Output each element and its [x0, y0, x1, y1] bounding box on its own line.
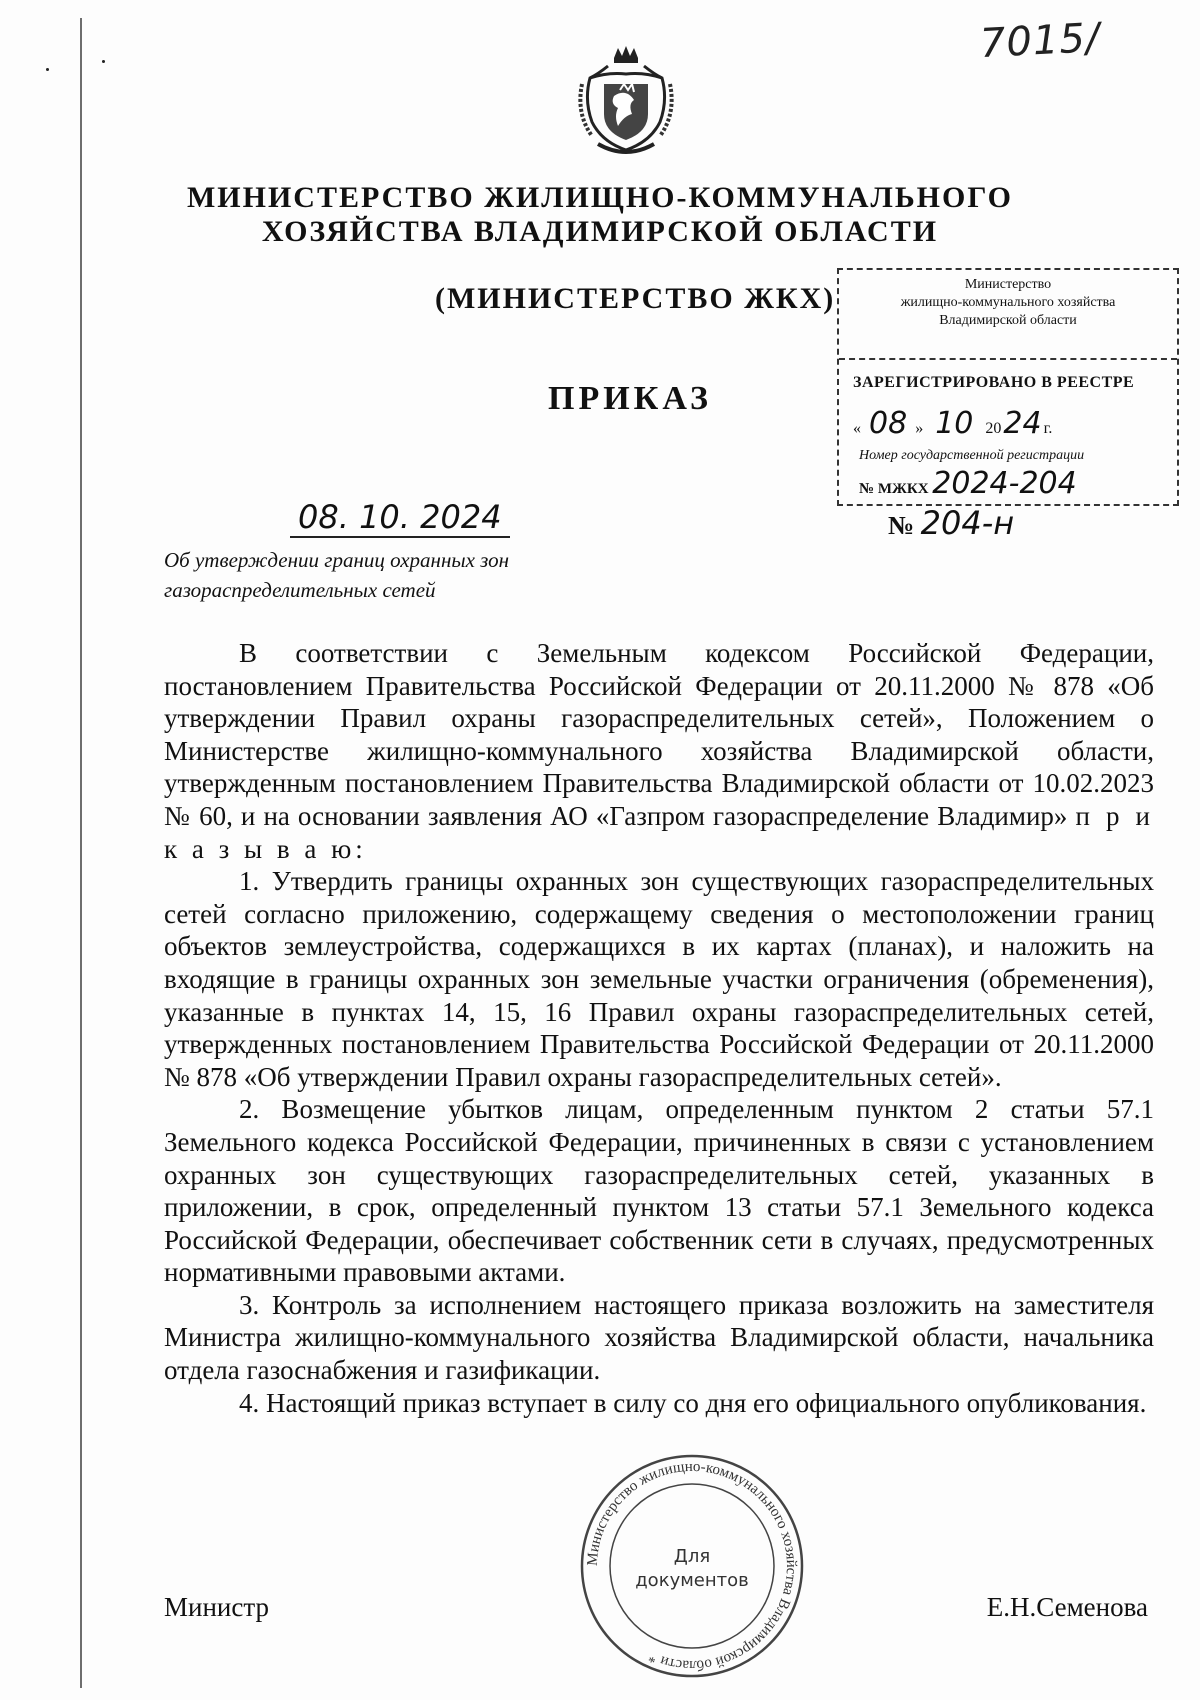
stamp-year-prefix: 20 [985, 420, 1002, 437]
order-subject [164, 545, 509, 605]
handwritten-id: 7015/ [978, 14, 1102, 68]
stamp-line2: жилищно-коммунального хозяйства [900, 295, 1116, 310]
scan-speck [46, 68, 49, 71]
registration-stamp [837, 268, 1179, 506]
item-4: 4. Настоящий приказ вступает в силу со дня его официального опубликования. [239, 1387, 1147, 1418]
item-3: 3. Контроль за исполнением настоящего приказа возложить на заместителя Министра жилищно-коммунального хозяйства Владимирской области, начальника отдела газоснабжения и газификации. [164, 1289, 1154, 1386]
stamp-line3: Владимирской области [939, 313, 1077, 328]
stamp-regno-label: Номер государственной регистрации [859, 448, 1085, 463]
subject-line2: газораспределительных сетей [164, 578, 436, 602]
stamp-month: 10 [935, 406, 974, 441]
item-1: 1. Утвердить границы охранных зон существующих газораспределительных сетей согласно приложению, содержащему сведения о местоположении границ объектов землеустройства, содержащихся в их картах (планах), и наложить на входящие в границы охранных зон земельные участки ограничения (обременения), указанные в пунктах 14, 15, 16 Правил охраны газораспределительных сетей, утвержденных постановлением Правительства Российской Федерации от 20.11.2000 № 878 «Об утверждении Правил охраны газораспределительных сетей». [164, 866, 1154, 1092]
stamp-regno-line [859, 466, 1077, 501]
stamp-ministry-name [839, 276, 1177, 330]
item-2: 2. Возмещение убытков лицам, определенным пунктом 2 статьи 57.1 Земельного кодекса Российской Федерации, причиненных в связи с установлением охранных зон существующих газораспределительных сетей, указанных в приложении, в срок, определенный пунктом 13 статьи 57.1 Земельного кодекса Российской Федерации, обеспечивает собственник сети в случаях, предусмотренных нормативными правовыми актами. [164, 1094, 1154, 1288]
stamp-line1: Министерство [964, 277, 1052, 292]
ministry-short-name: (МИНИСТЕРСТВО ЖКХ) [435, 282, 836, 315]
stamp-registered-label: ЗАРЕГИСТРИРОВАНО В РЕЕСТРЕ [853, 374, 1135, 391]
stamp-regno-value: 2024-204 [932, 466, 1077, 501]
intro-text: В соответствии с Земельным кодексом Российской Федерации, постановлением Правительства Российской Федерации от 20.11.2000 № 878 «Об утверждении Правил охраны газораспределительных сетей», Положением о Министерстве жилищно-коммунального хозяйства Владимирской области, утвержденным постановлением Правительства Владимирской области от 10.02.2023 № 60, и на основании заявления АО «Газпром газораспределение Владимир» [164, 638, 1154, 831]
ministry-title-line1: МИНИСТЕРСТВО ЖИЛИЩНО-КОММУНАЛЬНОГО [186, 181, 1014, 214]
scan-edge-line [80, 18, 82, 1688]
order-number-line [888, 504, 1014, 542]
ministry-title-line2: ХОЗЯЙСТВА ВЛАДИМИРСКОЙ ОБЛАСТИ [261, 215, 939, 248]
order-number: 204-н [920, 504, 1015, 542]
intro-paragraph [164, 637, 1154, 865]
stamp-divider [839, 358, 1177, 360]
order-title: ПРИКАЗ [548, 380, 712, 417]
order-date: 08. 10. 2024 [290, 498, 510, 538]
coat-of-arms-icon [578, 44, 674, 160]
seal-center-line2: документов [635, 1570, 749, 1591]
official-seal [578, 1452, 806, 1680]
stamp-day: 08 [869, 406, 908, 441]
stamp-regno-prefix: № МЖКХ [859, 481, 929, 497]
stamp-year-suffix: 24 [1003, 406, 1042, 441]
stamp-date: « 08 » 10 2024 г. [853, 406, 1053, 441]
order-body [164, 637, 1154, 1419]
stamp-year-abbr: г. [1043, 420, 1053, 437]
scan-speck [102, 60, 105, 63]
subject-line1: Об утверждении границ охранных зон [164, 548, 510, 572]
intro-action: п р и к а з ы в а ю: [164, 800, 1155, 864]
signatory-position: Министр [164, 1592, 269, 1622]
order-number-prefix: № [888, 511, 915, 540]
signatory-name: Е.Н.Семенова [986, 1592, 1148, 1622]
seal-center-line1: Для [673, 1546, 711, 1567]
seal-ring-text: Министерство жилищно-коммунального хозяйства Владимирской области * [584, 1458, 800, 1674]
